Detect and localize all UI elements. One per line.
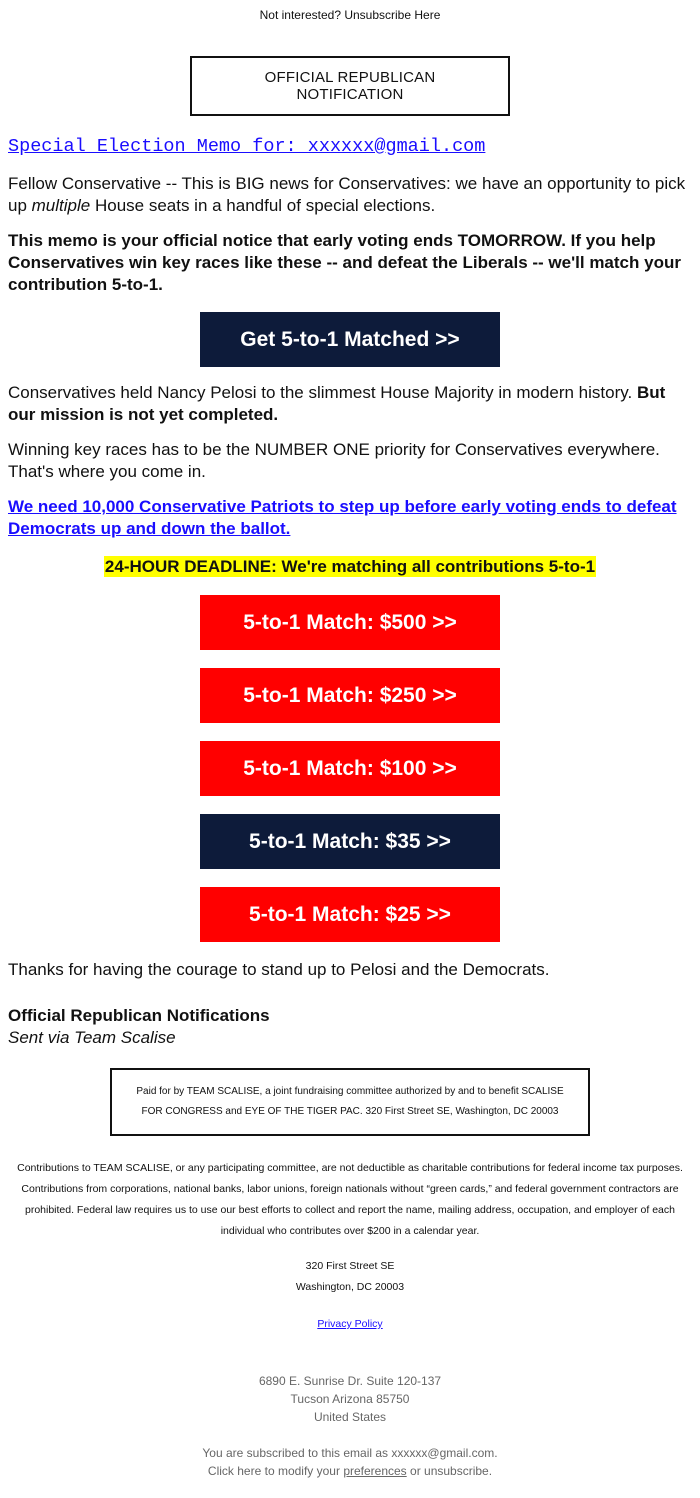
pelosi-text: Conservatives held Nancy Pelosi to the slimmest House Majority in modern history. [8, 383, 637, 402]
footer-address-line-1: 6890 E. Sunrise Dr. Suite 120-137 [258, 1374, 442, 1388]
get-matched-button[interactable]: Get 5-to-1 Matched >> [200, 312, 500, 367]
badge-wrap [0, 56, 700, 116]
intro-emphasis: multiple [31, 196, 91, 215]
unsubscribe-link[interactable]: Not interested? Unsubscribe Here [259, 8, 441, 22]
memo-notice-paragraph: This memo is your official notice that early voting ends TOMORROW. If you help Conservatives win key races like these -- and defeat the Liberals -- we'll match your contribution 5-to-1. [8, 231, 681, 294]
footer-subscription [0, 1444, 700, 1480]
preferences-link[interactable]: preferences [343, 1464, 407, 1478]
patriots-link[interactable]: We need 10,000 Conservative Patriots to step up before early voting ends to defeat Democrats up and down the ballot. [8, 497, 677, 538]
intro-paragraph [8, 173, 692, 217]
modify-text-b: or unsubscribe. [406, 1464, 493, 1478]
privacy-policy-link[interactable]: Privacy Policy [317, 1318, 383, 1330]
footer-address-line-3: United States [313, 1410, 387, 1424]
donate-25-button[interactable]: 5-to-1 Match: $25 >> [200, 887, 500, 942]
signature-name: Official Republican Notifications [8, 1006, 270, 1025]
modify-text-a: Click here to modify your [207, 1464, 344, 1478]
patriots-paragraph [8, 496, 692, 540]
donate-buttons [0, 595, 700, 942]
official-notification-badge: OFFICIAL REPUBLICAN NOTIFICATION [190, 56, 510, 116]
donate-250-button[interactable]: 5-to-1 Match: $250 >> [200, 668, 500, 723]
priority-paragraph: Winning key races has to be the NUMBER ONE priority for Conservatives everywhere. That's where you come in. [8, 440, 660, 481]
intro-text-a: Fellow Conservative -- This is BIG news for Conservatives: we have an opportunity to pick up [8, 174, 686, 215]
address-line-2: Washington, DC 20003 [295, 1281, 405, 1293]
subscribed-as-text: You are subscribed to this email as xxxxxx@gmail.com. [202, 1446, 498, 1460]
memo-title-link[interactable]: Special Election Memo for: xxxxxx@gmail.com [8, 136, 486, 157]
paid-for-disclaimer: Paid for by TEAM SCALISE, a joint fundraising committee authorized by and to benefit SCALISE FOR CONGRESS and EYE OF THE TIGER PAC. 320 First Street SE, Washington, DC 20003 [110, 1068, 590, 1136]
signature-via: Sent via Team Scalise [8, 1028, 176, 1047]
modify-preferences-text [0, 1462, 700, 1480]
footer-address-line-2: Tucson Arizona 85750 [290, 1392, 410, 1406]
footer-address [0, 1372, 700, 1426]
donate-100-button[interactable]: 5-to-1 Match: $100 >> [200, 741, 500, 796]
legal-notice: Contributions to TEAM SCALISE, or any participating committee, are not deductible as charitable contributions for federal income tax purposes. Contributions from corporations, national banks, labor unions, foreign nationals without “green cards,” and federal government contractors are prohibited. Federal law requires us to use our best efforts to collect and report the name, mailing address, occupation, and employer of each individual who contributes over $200 in a calendar year. [17, 1162, 683, 1237]
unsubscribe-top [0, 0, 700, 28]
mission-text: But our mission is not yet completed. [8, 383, 666, 424]
address-line-1: 320 First Street SE [305, 1260, 395, 1272]
main-cta-wrap [0, 312, 700, 367]
deadline-banner [0, 557, 700, 577]
thanks-paragraph: Thanks for having the courage to stand up to Pelosi and the Democrats. [8, 960, 550, 979]
intro-text-b: House seats in a handful of special elections. [90, 196, 436, 215]
deadline-text: 24-HOUR DEADLINE: We're matching all contributions 5-to-1 [104, 557, 596, 576]
signature [8, 1005, 692, 1049]
privacy-wrap [0, 1318, 700, 1330]
committee-address [0, 1256, 700, 1298]
donate-500-button[interactable]: 5-to-1 Match: $500 >> [200, 595, 500, 650]
pelosi-paragraph [8, 382, 692, 426]
donate-35-button[interactable]: 5-to-1 Match: $35 >> [200, 814, 500, 869]
